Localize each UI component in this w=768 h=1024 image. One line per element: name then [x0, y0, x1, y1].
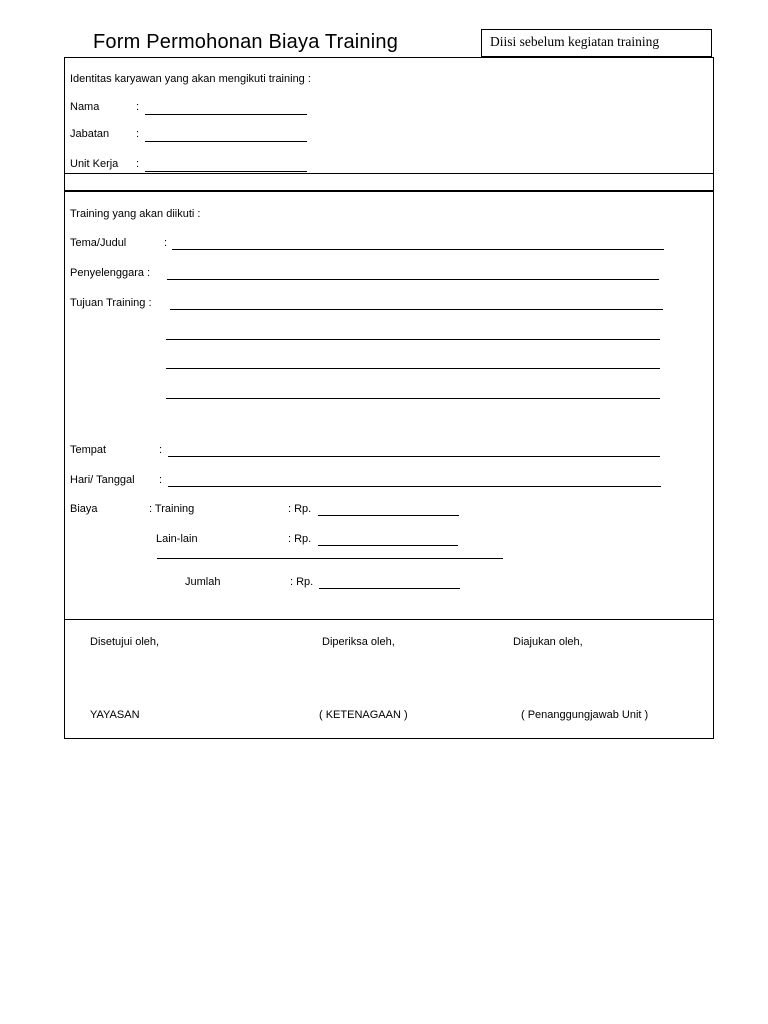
- name-field[interactable]: [145, 114, 307, 115]
- position-label: Jabatan: [70, 128, 110, 140]
- instruction-note-box: [481, 29, 712, 57]
- unit-label: Unit Kerja: [70, 158, 119, 170]
- checked-role: ( KETENAGAAN ): [319, 709, 408, 721]
- identity-heading: Identitas karyawan yang akan mengikuti training :: [70, 73, 311, 85]
- cost-other-field[interactable]: [318, 545, 458, 546]
- cost-total-label: Jumlah: [185, 576, 221, 588]
- signature-divider: [65, 619, 713, 620]
- cost-training-field[interactable]: [318, 515, 459, 516]
- cost-other-rp: : Rp.: [288, 533, 312, 545]
- purpose-field-line-1[interactable]: [170, 309, 663, 310]
- date-colon: :: [159, 474, 163, 486]
- approved-role: YAYASAN: [90, 709, 140, 721]
- purpose-field-line-3[interactable]: [166, 368, 660, 369]
- organizer-field[interactable]: [167, 279, 659, 280]
- theme-label: Tema/Judul: [70, 237, 127, 249]
- purpose-label: Tujuan Training :: [70, 297, 152, 309]
- cost-total-field[interactable]: [319, 588, 460, 589]
- name-label: Nama: [70, 101, 100, 113]
- unit-colon: :: [136, 158, 140, 170]
- unit-field[interactable]: [145, 171, 307, 172]
- date-label: Hari/ Tanggal: [70, 474, 135, 486]
- place-colon: :: [159, 444, 163, 456]
- purpose-field-line-2[interactable]: [166, 339, 660, 340]
- position-colon: :: [136, 128, 140, 140]
- section-divider-top: [65, 173, 713, 174]
- theme-colon: :: [164, 237, 168, 249]
- submitted-by-label: Diajukan oleh,: [513, 636, 583, 648]
- instruction-note: Diisi sebelum kegiatan training: [490, 34, 660, 49]
- place-field[interactable]: [168, 456, 660, 457]
- submitted-role: ( Penanggungjawab Unit ): [521, 709, 649, 721]
- cost-total-rp: : Rp.: [290, 576, 314, 588]
- organizer-label: Penyelenggara :: [70, 267, 151, 279]
- cost-label: Biaya: [70, 503, 98, 515]
- date-field[interactable]: [168, 486, 661, 487]
- section-divider-bottom: [65, 190, 713, 192]
- cost-training-rp: : Rp.: [288, 503, 312, 515]
- checked-by-label: Diperiksa oleh,: [322, 636, 395, 648]
- position-field[interactable]: [145, 141, 307, 142]
- name-colon: :: [136, 101, 140, 113]
- cost-training-label: : Training: [149, 503, 195, 515]
- theme-field[interactable]: [172, 249, 664, 250]
- purpose-field-line-4[interactable]: [166, 398, 660, 399]
- cost-other-label: Lain-lain: [156, 533, 198, 545]
- cost-sum-line: [157, 558, 503, 559]
- training-heading: Training yang akan diikuti :: [70, 208, 201, 220]
- approved-by-label: Disetujui oleh,: [90, 636, 160, 648]
- place-label: Tempat: [70, 444, 107, 456]
- form-title: Form Permohonan Biaya Training: [93, 31, 399, 53]
